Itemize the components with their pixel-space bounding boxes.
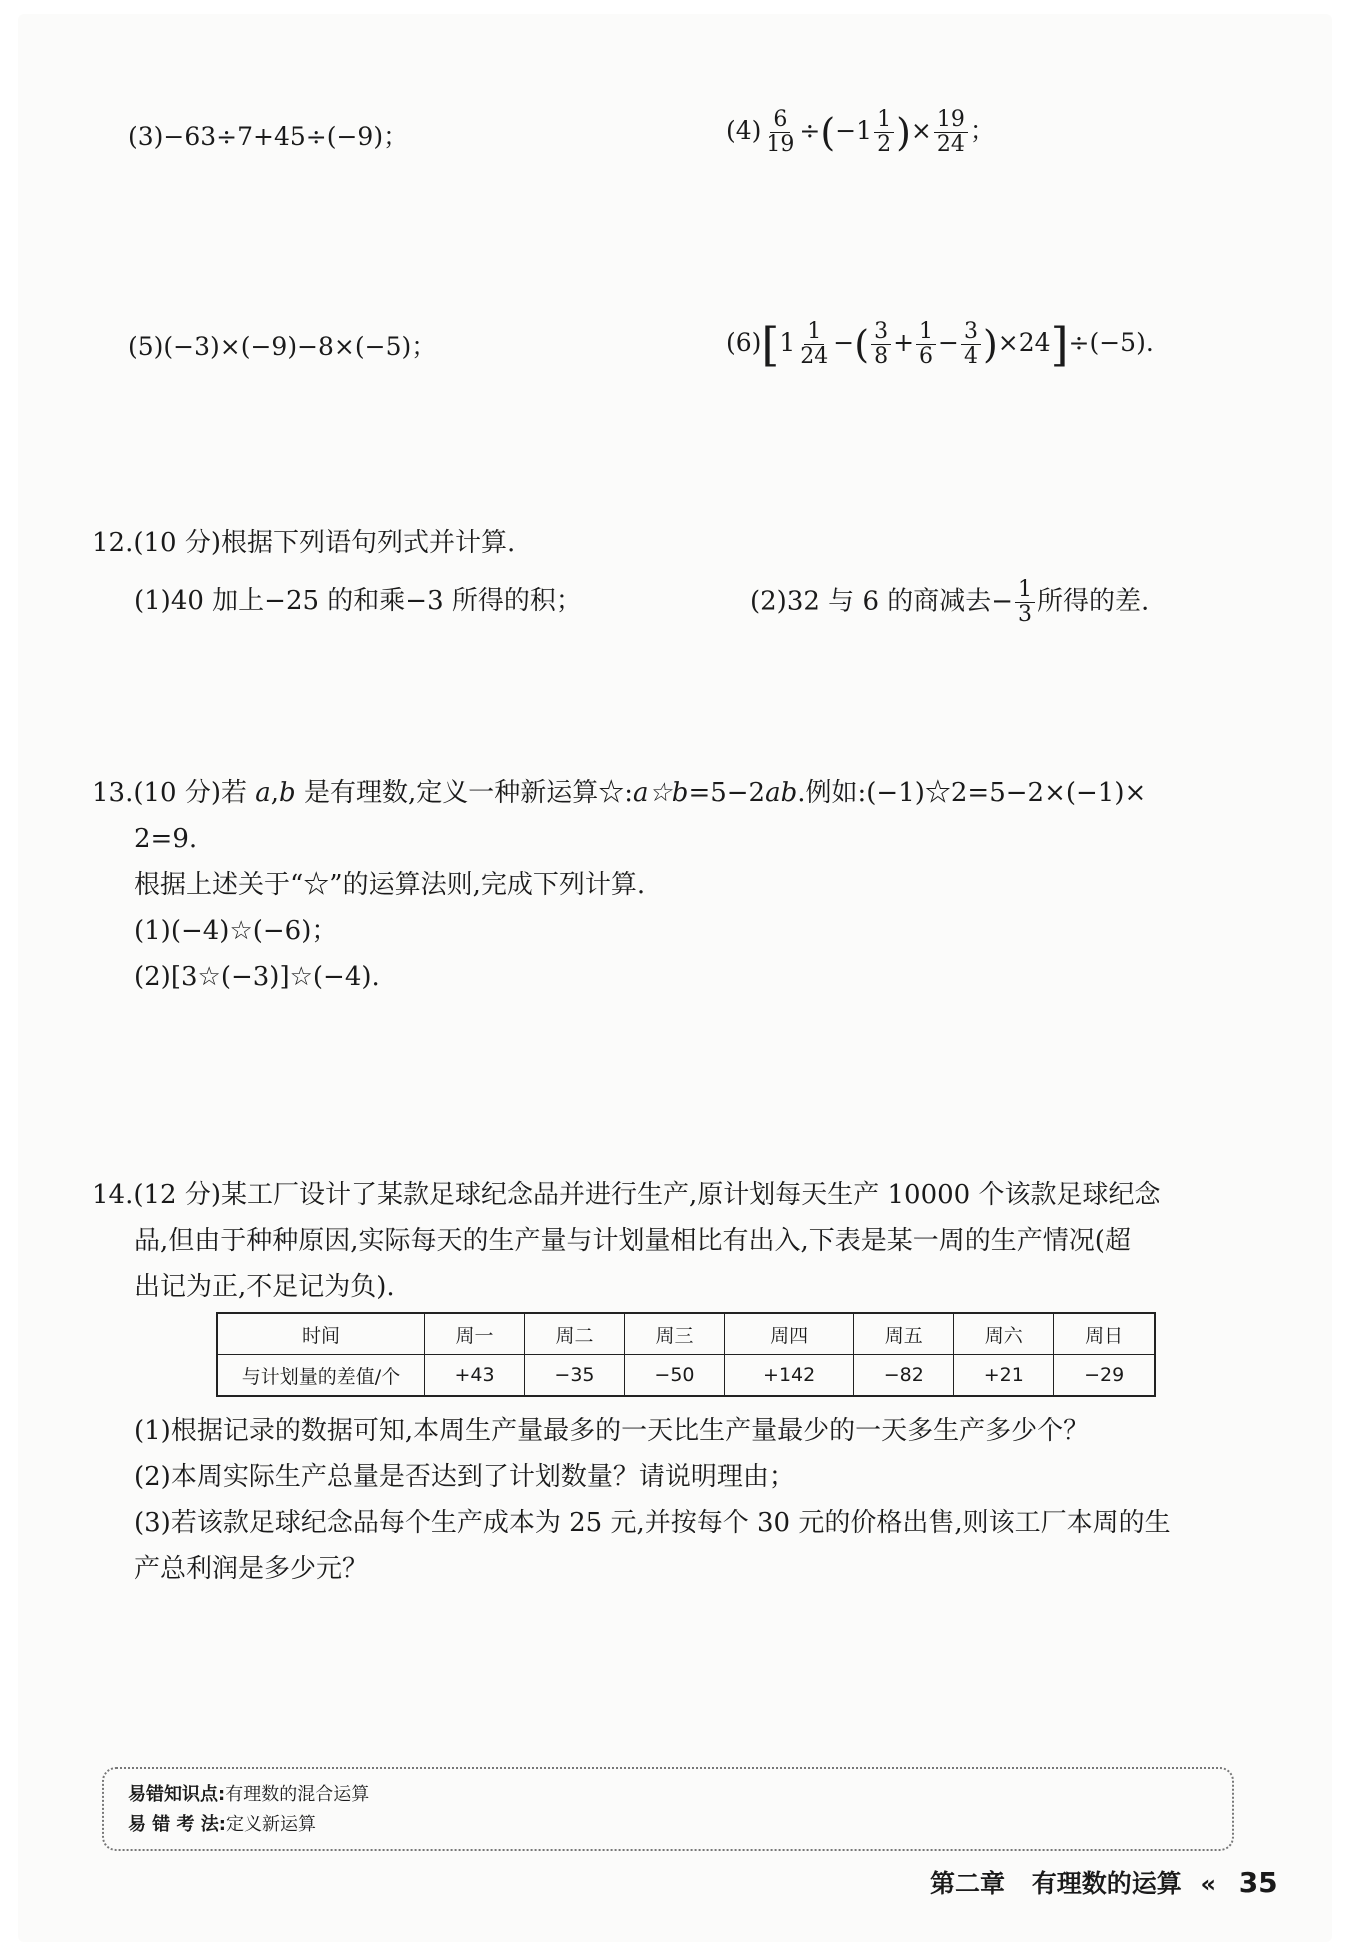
q13-line1 [92, 770, 1146, 816]
table-cell: 周三 [624, 1313, 724, 1355]
table-cell: +43 [425, 1355, 525, 1397]
table-cell: 周日 [1054, 1313, 1155, 1355]
q13-part1: (1)(−4)☆(−6)； [134, 916, 338, 946]
numerator: 6 [770, 108, 790, 133]
tip-label: 易错知识点: [128, 1784, 226, 1805]
table-cell: +21 [954, 1355, 1054, 1397]
tip-value: 定义新运算 [226, 1814, 316, 1835]
q14-part3-line1: (3)若该款足球纪念品每个生产成本为 25 元,并按每个 30 元的价格出售,则该工厂本周的生 [134, 1508, 1171, 1538]
denominator: 6 [919, 344, 934, 369]
q11-part6 [726, 317, 1154, 372]
q13-part2: (2)[3☆(−3)]☆(−4). [134, 962, 380, 992]
paren: ) [982, 322, 998, 367]
q11-part5: (5)(−3)×(−9)−8×(−5)； [128, 332, 437, 361]
q14-line3: 出记为正,不足记为负). [134, 1272, 395, 1302]
denominator: 3 [1018, 602, 1033, 627]
operator: + [893, 328, 915, 357]
expression-tail: ÷(−5). [1068, 328, 1154, 357]
numerator: 3 [871, 320, 891, 345]
variable: a [255, 778, 271, 808]
bracket: [ [761, 317, 780, 372]
numerator: 3 [961, 320, 981, 345]
table-cell: 与计划量的差值/个 [217, 1355, 425, 1397]
text: .例如:(−1)☆2=5−2×(−1)× [797, 778, 1147, 808]
numerator: 1 [874, 108, 894, 133]
integer-part: 1 [779, 328, 796, 357]
table-header-row [217, 1313, 1155, 1355]
tip-value: 有理数的混合运算 [225, 1784, 370, 1805]
q14-part3-line2: 产总利润是多少元？ [134, 1554, 369, 1584]
table-cell: −82 [854, 1355, 954, 1397]
tip-label: 易 错 考 法: [128, 1814, 226, 1835]
denominator: 24 [936, 132, 965, 157]
fraction [916, 320, 936, 369]
numerator: 1 [916, 320, 936, 345]
q12-title: 12.(10 分)根据下列语句列式并计算. [92, 528, 516, 558]
fraction [934, 108, 968, 157]
q11-part6-label: (6) [726, 328, 762, 357]
q11-part4 [726, 108, 995, 157]
numerator: 1 [804, 320, 824, 345]
q14-part2: (2)本周实际生产总量是否达到了计划数量？请说明理由； [134, 1462, 795, 1492]
numerator: 1 [1015, 578, 1035, 603]
text: , [270, 778, 280, 808]
operator: × [910, 116, 932, 145]
operator: ×24 [997, 328, 1051, 357]
operator: − [833, 328, 855, 357]
paren: ) [896, 110, 911, 155]
table-cell: 周四 [724, 1313, 853, 1355]
fraction [797, 320, 831, 369]
denominator: 19 [766, 132, 795, 157]
chapter-title: 有理数的运算 [1031, 1869, 1182, 1898]
operator: ÷ [799, 116, 821, 145]
q12-part2 [750, 578, 1149, 627]
q11-part4-label: (4) [726, 116, 762, 145]
table-cell: −35 [524, 1355, 624, 1397]
chapter-label: 第二章 [930, 1869, 1006, 1898]
paren: ( [854, 322, 870, 367]
fraction [1015, 578, 1035, 627]
page-number: 35 [1238, 1866, 1278, 1899]
q13-line3: 根据上述关于“☆”的运算法则,完成下列计算. [134, 870, 646, 900]
variable: a☆b [632, 778, 689, 808]
tip-exam-method [128, 1811, 316, 1839]
production-table [216, 1312, 1156, 1397]
table-cell: +142 [724, 1355, 853, 1397]
tip-knowledge-point [128, 1781, 369, 1809]
table-cell: 周二 [524, 1313, 624, 1355]
q14-part1: (1)根据记录的数据可知,本周生产量最多的一天比生产量最少的一天多生产多少个？ [134, 1416, 1090, 1446]
table-cell: 周六 [954, 1313, 1054, 1355]
q11-part3: (3)−63÷7+45÷(−9)； [128, 122, 409, 151]
bracket: ] [1050, 317, 1069, 372]
denominator: 24 [800, 344, 829, 369]
q13-line2: 2=9. [134, 824, 198, 854]
q12-part2-text: 所得的差. [1037, 586, 1150, 617]
text: 是有理数,定义一种新运算☆: [295, 778, 633, 808]
paren: ( [820, 110, 836, 155]
table-cell: 周一 [425, 1313, 525, 1355]
q14-line2: 品,但由于种种原因,实际每天的生产量与计划量相比有出入,下表是某一周的生产情况(超 [134, 1226, 1131, 1256]
table-cell: −50 [624, 1355, 724, 1397]
text: 13.(10 分)若 [92, 778, 256, 808]
chevron-left-icon: « [1200, 1870, 1216, 1898]
table-cell: 周五 [854, 1313, 954, 1355]
text: =5−2 [688, 778, 766, 808]
page-footer [930, 1864, 1278, 1900]
q14-line1: 14.(12 分)某工厂设计了某款足球纪念品并进行生产,原计划每天生产 10000 个该款足球纪念 [92, 1180, 1161, 1210]
table-row [217, 1355, 1155, 1397]
numerator: 19 [934, 108, 968, 133]
table-cell: 时间 [217, 1313, 425, 1355]
variable: b [279, 778, 296, 808]
operator: − [938, 328, 959, 357]
fraction [763, 108, 797, 157]
table-cell: −29 [1054, 1355, 1155, 1397]
fraction [871, 320, 891, 369]
q12-part1: (1)40 加上−25 的和乘−3 所得的积； [134, 586, 582, 616]
q12-part2-text: (2)32 与 6 的商减去− [750, 586, 1014, 617]
denominator: 8 [874, 344, 889, 369]
variable: ab [765, 778, 798, 808]
denominator: 2 [877, 132, 892, 157]
denominator: 4 [963, 344, 978, 369]
fraction [961, 320, 981, 369]
punctuation: ； [969, 116, 995, 145]
fraction [874, 108, 894, 157]
integer-part: −1 [835, 116, 873, 145]
